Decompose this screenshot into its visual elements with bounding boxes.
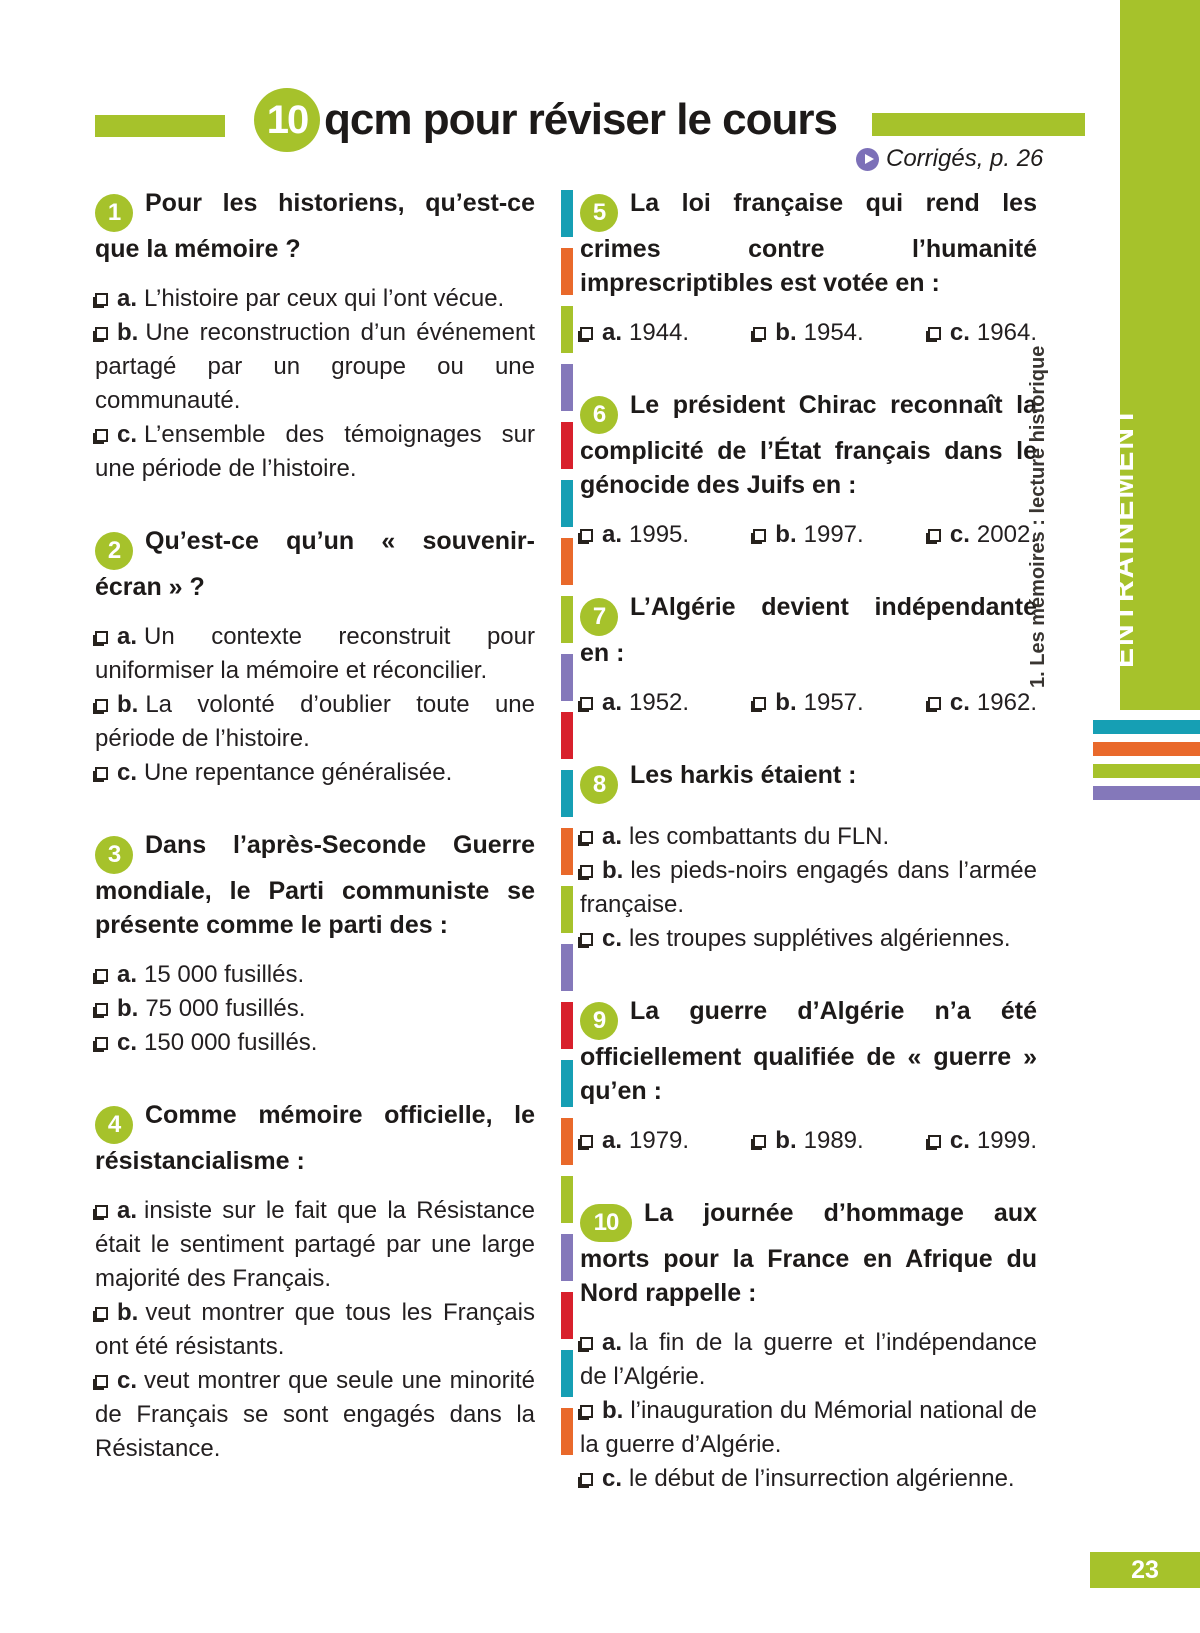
option-letter: a. [117, 1197, 138, 1224]
option-letter: a. [117, 961, 138, 988]
option-letter: a. [602, 319, 623, 346]
page-title: qcm pour réviser le cours [324, 95, 837, 144]
option-c [95, 1364, 535, 1466]
question-text: L’Algérie devient indépendante en : [580, 593, 1037, 667]
checkbox-icon[interactable] [580, 1337, 593, 1350]
option-a [95, 958, 535, 992]
option-a [580, 1326, 1037, 1394]
question-4 [95, 1098, 535, 1466]
entrainement-banner-label: ENTRAÎNEMENT [1107, 405, 1140, 668]
question-text: La loi française qui rend les crimes contre l’humanité imprescriptibles est votée en : [580, 189, 1037, 297]
question-text: Comme mémoire officielle, le résistancialisme : [95, 1101, 535, 1175]
option-a [580, 316, 689, 350]
option-letter: b. [602, 1397, 624, 1424]
option-letter: b. [775, 689, 797, 716]
option-text: 1979. [629, 1127, 690, 1154]
question-number-badge: 5 [580, 194, 618, 232]
question-title [95, 186, 535, 266]
option-c [95, 1026, 535, 1060]
question-text: La journée d’hommage aux morts pour la France en Afrique du Nord rappelle : [580, 1199, 1037, 1307]
option-text: veut montrer que seule une minorité de Français se sont engagés dans la Résistance. [95, 1367, 535, 1462]
option-letter: c. [117, 759, 138, 786]
option-text: L’ensemble des témoignages sur une période de l’histoire. [95, 421, 535, 482]
question-number-badge: 2 [95, 532, 133, 570]
divider-segment [561, 364, 573, 411]
checkbox-icon[interactable] [753, 1135, 766, 1148]
option-text: 150 000 fusillés. [144, 1029, 318, 1056]
question-2 [95, 524, 535, 790]
option-b [95, 688, 535, 756]
option-letter: c. [602, 1465, 623, 1492]
question-number-badge: 6 [580, 396, 618, 434]
sidebar-color-bar [1093, 764, 1200, 778]
option-c [580, 1462, 1037, 1496]
question-10 [580, 1196, 1037, 1496]
checkbox-icon[interactable] [95, 293, 108, 306]
option-text: Un contexte reconstruit pour uniformiser la mémoire et réconcilier. [95, 623, 535, 684]
option-text: 1999. [976, 1127, 1037, 1154]
question-number-badge: 3 [95, 836, 133, 874]
question-title [95, 1098, 535, 1178]
question-text: Pour les historiens, qu’est-ce que la mémoire ? [95, 189, 535, 263]
option-letter: b. [117, 691, 139, 718]
checkbox-icon[interactable] [580, 1135, 593, 1148]
divider-segment [561, 712, 573, 759]
divider-segment [561, 1408, 573, 1455]
option-letter: c. [949, 319, 970, 346]
sidebar-color-bar [1093, 786, 1200, 800]
option-c [580, 922, 1037, 956]
question-number-badge: 4 [95, 1106, 133, 1144]
option-a [95, 1194, 535, 1296]
checkbox-icon[interactable] [928, 697, 941, 710]
option-letter: a. [117, 285, 138, 312]
option-text: 1997. [803, 521, 864, 548]
option-text: les pieds-noirs engagés dans l’armée française. [580, 857, 1037, 918]
divider-segment [561, 1234, 573, 1281]
option-a [580, 1124, 689, 1158]
question-title [580, 1196, 1037, 1310]
column-left [95, 186, 535, 1504]
option-a [95, 282, 535, 316]
page-number-badge: 23 [1090, 1552, 1200, 1588]
option-letter: c. [949, 521, 970, 548]
option-text: la fin de la guerre et l’indépendance de l’Algérie. [580, 1329, 1037, 1390]
option-text: Une repentance généralisée. [144, 759, 453, 786]
option-c [928, 316, 1037, 350]
option-letter: c. [117, 1367, 138, 1394]
column-right [580, 186, 1037, 1534]
divider-segment [561, 654, 573, 701]
option-letter: c. [949, 689, 970, 716]
divider-segment [561, 190, 573, 237]
checkbox-icon[interactable] [580, 831, 593, 844]
option-text: 1954. [803, 319, 864, 346]
option-b [753, 316, 863, 350]
option-text: 1962. [976, 689, 1037, 716]
question-6 [580, 388, 1037, 552]
question-number-badge: 7 [580, 598, 618, 636]
option-b [95, 316, 535, 418]
question-number-badge: 9 [580, 1002, 618, 1040]
checkbox-icon[interactable] [580, 865, 593, 878]
option-text: le début de l’insurrection algérienne. [629, 1465, 1015, 1492]
question-text: Qu’est-ce qu’un « souvenir-écran » ? [95, 527, 535, 601]
header-rule-left [95, 115, 225, 137]
divider-segment [561, 306, 573, 353]
divider-segment [561, 596, 573, 643]
question-text: La guerre d’Algérie n’a été officiellement qualifiée de « guerre » qu’en : [580, 997, 1037, 1105]
question-7 [580, 590, 1037, 720]
option-text: L’histoire par ceux qui l’ont vécue. [144, 285, 505, 312]
header-rule-right [872, 113, 1085, 136]
option-letter: b. [602, 857, 624, 884]
checkbox-icon[interactable] [753, 697, 766, 710]
sidebar-color-bar [1093, 720, 1200, 734]
question-number-badge: 1 [95, 194, 133, 232]
option-letter: a. [602, 823, 623, 850]
checkbox-icon[interactable] [580, 327, 593, 340]
option-text: les combattants du FLN. [629, 823, 890, 850]
checkbox-icon[interactable] [95, 631, 108, 644]
option-a [580, 820, 1037, 854]
divider-segment [561, 422, 573, 469]
option-b [580, 854, 1037, 922]
option-b [95, 992, 535, 1026]
question-text: Les harkis étaient : [630, 761, 857, 789]
option-letter: b. [775, 521, 797, 548]
divider-segment [561, 1176, 573, 1223]
checkbox-icon[interactable] [928, 327, 941, 340]
option-letter: b. [117, 995, 139, 1022]
question-number-badge: 8 [580, 766, 618, 804]
option-b [95, 1296, 535, 1364]
option-c [95, 756, 535, 790]
option-text: 75 000 fusillés. [145, 995, 306, 1022]
question-title [95, 524, 535, 604]
checkbox-icon[interactable] [95, 327, 108, 340]
checkbox-icon[interactable] [580, 933, 593, 946]
checkbox-icon[interactable] [95, 1003, 108, 1016]
option-text: veut montrer que tous les Français ont été résistants. [95, 1299, 535, 1360]
option-letter: c. [602, 925, 623, 952]
option-text: insiste sur le fait que la Résistance était le sentiment partagé par une large majorité des Français. [95, 1197, 535, 1292]
checkbox-icon[interactable] [95, 699, 108, 712]
divider-segment [561, 538, 573, 585]
divider-segment [561, 828, 573, 875]
header-count-badge: 10 [254, 88, 320, 152]
question-8 [580, 758, 1037, 956]
question-title [580, 186, 1037, 300]
question-title [580, 590, 1037, 670]
option-letter: a. [602, 1329, 623, 1356]
question-3 [95, 828, 535, 1060]
option-c [928, 686, 1037, 720]
option-b [753, 686, 863, 720]
divider-segment [561, 1292, 573, 1339]
sidebar-color-bar [1093, 742, 1200, 756]
checkbox-icon[interactable] [928, 1135, 941, 1148]
option-letter: b. [117, 1299, 139, 1326]
play-arrow-icon [856, 148, 879, 171]
option-letter: b. [775, 319, 797, 346]
option-b [753, 1124, 863, 1158]
checkbox-icon[interactable] [580, 697, 593, 710]
question-title [95, 828, 535, 942]
checkbox-icon[interactable] [95, 429, 108, 442]
divider-segment [561, 248, 573, 295]
option-text: les troupes supplétives algériennes. [629, 925, 1011, 952]
question-text: Le président Chirac reconnaît la complicité de l’État français dans le génocide des Juifs en : [580, 391, 1037, 499]
column-divider [561, 190, 573, 1466]
checkbox-icon[interactable] [95, 1375, 108, 1388]
option-text: Une reconstruction d’un événement partagé par un groupe ou une communauté. [95, 319, 535, 414]
options-row [580, 316, 1037, 350]
sidebar-color-bars [1093, 720, 1200, 808]
option-c [95, 418, 535, 486]
option-letter: a. [602, 1127, 623, 1154]
checkbox-icon[interactable] [928, 529, 941, 542]
checkbox-icon[interactable] [580, 1405, 593, 1418]
option-text: 1995. [629, 521, 690, 548]
checkbox-icon[interactable] [753, 327, 766, 340]
option-letter: b. [775, 1127, 797, 1154]
option-text: 1989. [803, 1127, 864, 1154]
option-b [580, 1394, 1037, 1462]
option-text: l’inauguration du Mémorial national de la guerre d’Algérie. [580, 1397, 1037, 1458]
checkbox-icon[interactable] [95, 969, 108, 982]
option-c [928, 518, 1037, 552]
divider-segment [561, 1060, 573, 1107]
checkbox-icon[interactable] [95, 1205, 108, 1218]
divider-segment [561, 1118, 573, 1165]
option-a [580, 686, 689, 720]
checkbox-icon[interactable] [95, 767, 108, 780]
divider-segment [561, 770, 573, 817]
option-text: 1952. [629, 689, 690, 716]
option-b [753, 518, 863, 552]
question-5 [580, 186, 1037, 350]
options-row [580, 518, 1037, 552]
option-text: 1957. [803, 689, 864, 716]
option-text: 15 000 fusillés. [144, 961, 305, 988]
question-number-badge: 10 [580, 1204, 632, 1242]
options-row [580, 686, 1037, 720]
option-letter: c. [117, 421, 138, 448]
option-letter: c. [117, 1029, 138, 1056]
options-row [580, 1124, 1037, 1158]
divider-segment [561, 1002, 573, 1049]
divider-segment [561, 944, 573, 991]
checkbox-icon[interactable] [753, 529, 766, 542]
checkbox-icon[interactable] [95, 1037, 108, 1050]
question-title [580, 994, 1037, 1108]
question-9 [580, 994, 1037, 1158]
checkbox-icon[interactable] [580, 1473, 593, 1486]
option-c [928, 1124, 1037, 1158]
option-text: 1944. [629, 319, 690, 346]
chapter-label: 1. Les mémoires : lecture historique [1027, 345, 1049, 688]
option-a [95, 620, 535, 688]
checkbox-icon[interactable] [580, 529, 593, 542]
corriges-label: Corrigés, p. 26 [886, 145, 1044, 172]
corriges-reference[interactable] [856, 145, 1043, 173]
question-title [580, 758, 1037, 804]
divider-segment [561, 886, 573, 933]
checkbox-icon[interactable] [95, 1307, 108, 1320]
option-a [580, 518, 689, 552]
option-letter: a. [602, 521, 623, 548]
divider-segment [561, 1350, 573, 1397]
divider-segment [561, 480, 573, 527]
option-text: 1964. [976, 319, 1037, 346]
question-text: Dans l’après-Seconde Guerre mondiale, le Parti communiste se présente comme le parti des : [95, 831, 535, 939]
question-title [580, 388, 1037, 502]
option-text: 2002. [976, 521, 1037, 548]
option-letter: b. [117, 319, 139, 346]
option-letter: c. [949, 1127, 970, 1154]
option-letter: a. [602, 689, 623, 716]
option-letter: a. [117, 623, 138, 650]
option-text: La volonté d’oublier toute une période de l’histoire. [95, 691, 535, 752]
question-1 [95, 186, 535, 486]
